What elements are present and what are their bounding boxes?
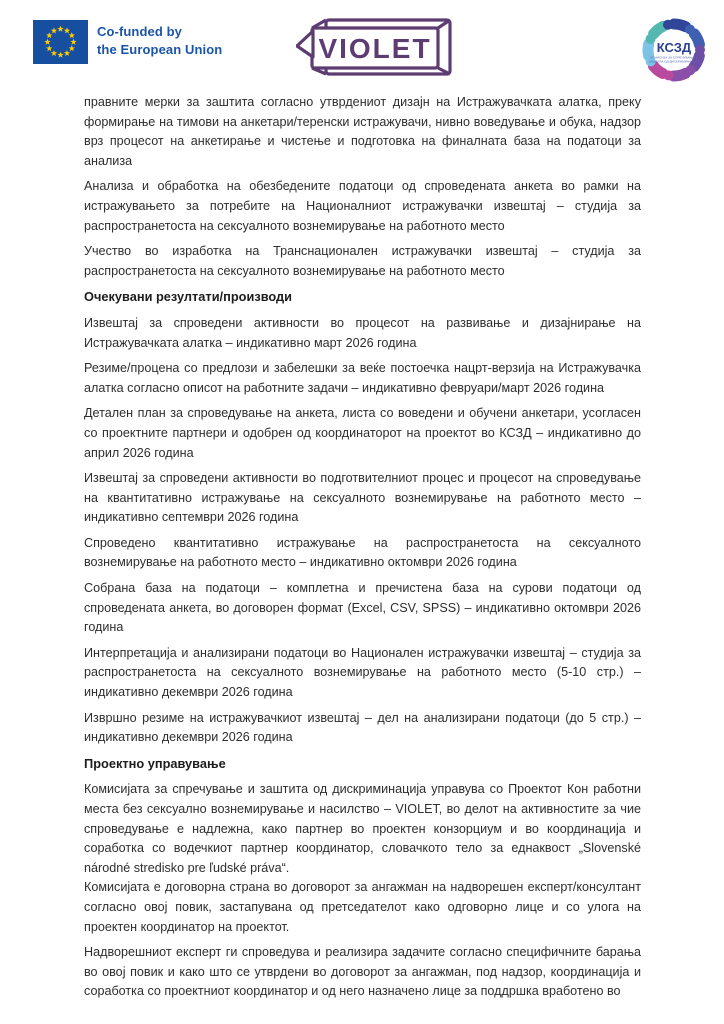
page-header [0, 0, 724, 95]
violet-logo-text: VIOLET [318, 33, 432, 64]
eu-cofunded-line1: Co-funded by [97, 24, 182, 39]
body-paragraph: Резиме/процена со предлози и забелешки за веќе постоечка нацрт-верзија на Истражувачка алатка согласно описот на работните задачи – индикативно февруари/март 2026 година [84, 361, 641, 395]
violet-logo-speech-tail [297, 31, 313, 57]
body-paragraph: Надворешниот експерт ги спроведува и реализира задачите согласно специфичните барања во овој повик и како што се утврдени во договорот за ангажман, под надзор, координација и соработка со проектниот координатор и од него назначено лице за поддршка вработено во [84, 945, 641, 999]
section-heading-expected-results: Очекувани резултати/производи [84, 289, 293, 305]
kszd-logo [634, 8, 714, 92]
violet-logo [296, 16, 462, 88]
body-paragraph: Комисијата за спречување и заштита од дискриминација управува со Проектот Кон работни места без сексуално вознемирување и насилство – VIOLET, во делот на активностите за чие спроведување е надлежна, како партнер во проектен конзорциум и во координација и соработка со водечкиот партнер координатор, словачкото тело за еднаквост „Slovenské národné stredisko pre ľudské práva“. [84, 782, 641, 875]
eu-cofunded-label [97, 23, 222, 64]
kszd-logo-subtext-1: КОМИСИЈА ЗА СПРЕЧУВАЊЕ И [650, 55, 698, 60]
eu-flag-icon [33, 20, 88, 64]
body-paragraph: Извештај за спроведени активности во подготвителниот процес и процесот на спроведување на квантитативно истражување на сексуалното вознемирување на работното место – индикативно септември 2026 година [84, 471, 641, 525]
eu-cofunded-line2: the European Union [97, 41, 223, 57]
body-paragraph: Спроведено квантитативно истражување на распространетоста на сексуалното вознемирување на работното место – индикативно октомври 2026 година [84, 535, 641, 570]
section-heading-project-management: Проектно управување [84, 755, 226, 771]
body-paragraph: Собрана база на податоци – комплетна и пречистена база на сурови податоци од спроведената анкета, во договорен формат (Excel, CSV, SPSS) – индикативно октомври 2026 година [84, 581, 641, 635]
body-paragraph: Интерпретација и анализирани податоци во Национален истражувачки извештај – студија за распространетоста на сексуалното вознемирување на работното место (5-10 стр.) – индикативно декември 2026 година [84, 645, 641, 700]
body-paragraph: Учество во изработка на Транснационален истражувачки извештај – студија за распространетоста на сексуалното вознемирување на работното место [84, 244, 641, 278]
body-paragraph: Извештај за спроведени активности во процесот на развивање и дизајнирање на Истражувачката алатка – индикативно март 2026 година [84, 315, 641, 350]
body-paragraph: Извршно резиме на истражувачкиот извештај – дел на анализирани податоци (до 5 стр.) – индикативно декември 2026 година [84, 710, 641, 745]
body-paragraph: Анализа и обработка на обезбедените податоци од спроведената анкета во рамки на истражувањето за потребите на Националниот истражувачки извештај – студија за распространетоста на сексуалното вознемирување на работното место [84, 179, 641, 233]
body-paragraph: правните мерки за заштита согласно утврдениот дизајн на Истражувачката алатка, преку формирање на тимови на анкетари/теренски истражувачи, нивно воведување и обука, надзор врз процесот на анкетирање и чистење и подготовка на финалната база на податоци за анализа [84, 95, 641, 168]
body-paragraph: Детален план за спроведување на анкета, листа со воведени и обучени анкетари, усогласен со проектните партнери и одобрен од координаторот на проектот во КСЗД – индикативно до април 2026 година [84, 406, 641, 460]
document-body [84, 93, 641, 1019]
kszd-logo-subtext-2: ЗАШТИТА ОД ДИСКРИМИНАЦИЈА [648, 59, 700, 64]
body-paragraph: Комисијата е договорна страна во договорот за ангажман на надворешен експерт/консултант согласно овој повик, застапувана од претседателот како одговорно лице и со улога на проектен координатор на проектот. [84, 880, 641, 934]
eu-cofunded-logo [33, 20, 222, 64]
kszd-logo-acronym: КСЗД [656, 40, 692, 55]
